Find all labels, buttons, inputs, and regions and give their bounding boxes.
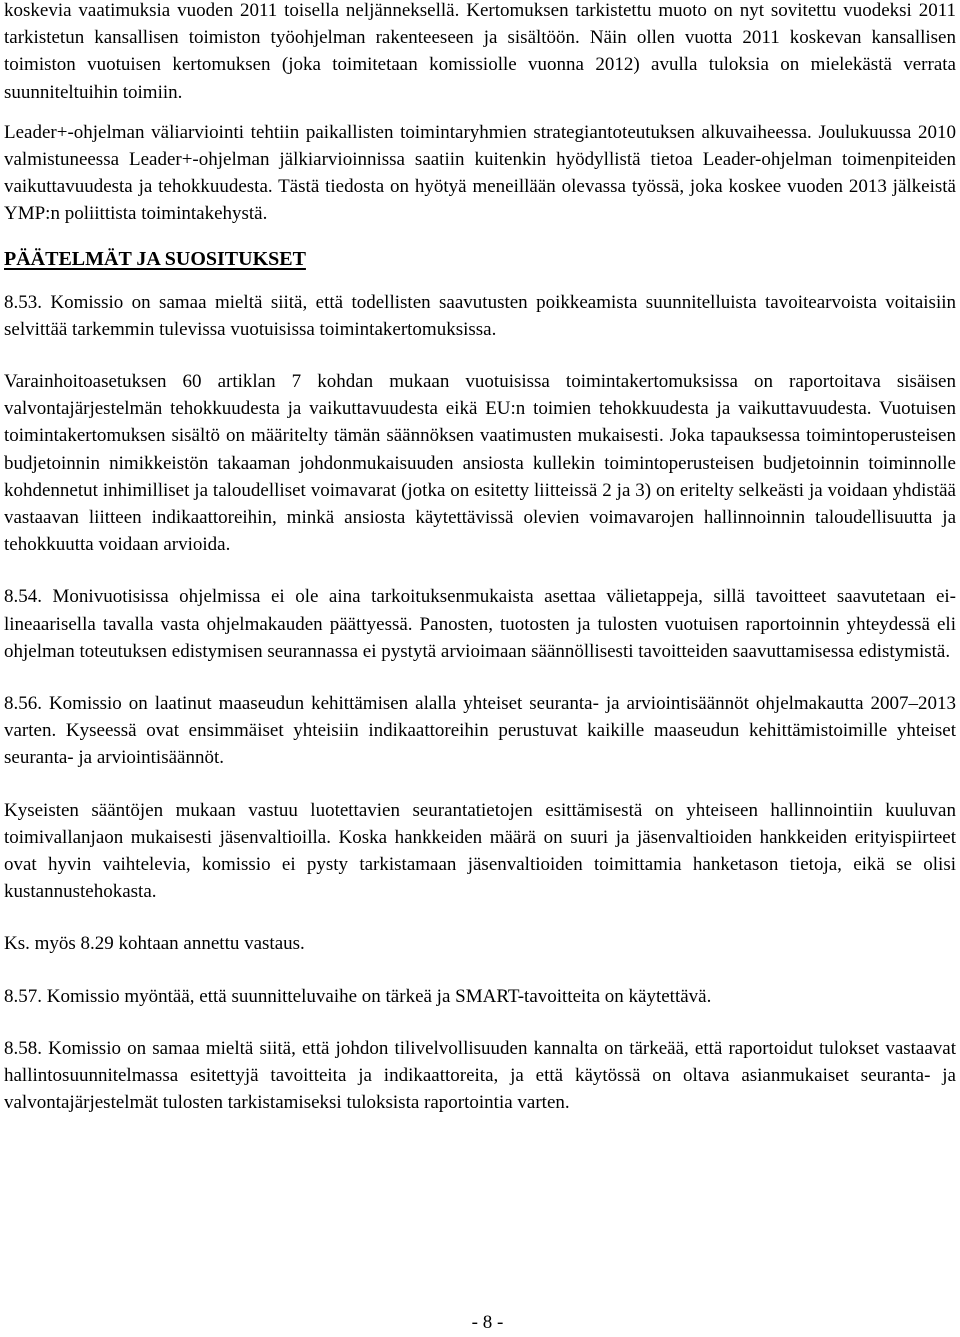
- paragraph-leader-evaluation: Leader+-ohjelman väliarviointi tehtiin paikallisten toimintaryhmien strategiantoteutuksen alkuvaiheessa. Joulukuussa 2010 valmistuneessa Leader+-ohjelman jälkiarvioinnissa saatiin kuitenkin hyödyllistä tietoa Leader-ohjelman toimenpiteiden vaikuttavuudesta ja tehokkuudesta. Tästä tiedosta on hyötyä meneillään olevassa työssä, joka koskee vuoden 2013 jälkeistä YMP:n poliittista toimintakehystä.: [4, 121, 956, 225]
- paragraph-8-54: 8.54. Monivuotisissa ohjelmissa ei ole aina tarkoituksenmukaista asettaa välietappeja, sillä tavoitteet saavutetaan ei-lineaarisella tavalla vasta ohjelmakauden päättyessä. Panosten, tuotosten ja tulosten vuotuisen raportoinnin yhteydessä eli ohjelman toteutuksen edistymisen seurannassa ei pystytä arvioimaan säännöllisesti tavoitteiden saavuttamisessa edistymistä.: [4, 586, 956, 662]
- paragraph-kyseisten: Kyseisten sääntöjen mukaan vastuu luotettavien seurantatietojen esittämisestä on yhteiseen hallinnointiin kuuluvan toimivallanjaon mukaisesti jäsenvaltioilla. Koska hankkeiden määrä on suuri ja jäsenvaltioiden hankkeiden erityispiirteet ovat hyvin vaihtelevia, komissio ei pysty tarkistamaan jäsenvaltioiden toimittamia hanketason tietoja, eikä se olisi kustannustehokasta.: [4, 799, 956, 903]
- page-footer: [0, 1312, 960, 1334]
- paragraph-8-53: 8.53. Komissio on samaa mieltä siitä, että todellisten saavutusten poikkeamista suunnitelluista tavoitearvoista voitaisiin selvittää tarkemmin tulevissa vuotuisissa toimintakertomuksissa.: [4, 291, 956, 340]
- page-number: - 8 -: [471, 1312, 504, 1333]
- paragraph-varainhoito: Varainhoitoasetuksen 60 artiklan 7 kohdan mukaan vuotuisissa toimintakertomuksissa on raportoitava sisäisen valvontajärjestelmän tehokkuudesta ja vaikuttavuudesta eikä EU:n toimien tehokkuudesta ja vaikuttavuudesta. Vuotuisen toimintakertomuksen sisältö on määritelty tämän säännöksen vaatimusten mukaisesti. Joka tapauksessa toimintoperusteisen budjetoinnin nimikkeistön takaaman johdonmukaisuuden ansiosta kullekin toimintoperusteisen budjetoinnin toiminnolle kohdennetut inhimilliset ja taloudelliset voimavarat (jotka on esitetty liitteissä 2 ja 3) on eritelty selkeästi ja voidaan yhdistää vastaavan liitteen indikaattoreihin, minkä ansiosta käytettävissä olevien voimavarojen hallinnoinnin taloudellisuutta ja tehokkuutta voidaan arvioida.: [4, 371, 956, 556]
- paragraph-8-58: 8.58. Komissio on samaa mieltä siitä, että johdon tilivelvollisuuden kannalta on tärkeää, että raportoidut tulokset vastaavat hallintosuunnitelmassa esitettyjä tavoitteita ja indikaattoreita, ja että käytössä on oltava asianmukaiset seuranta- ja valvontajärjestelmät tulosten tarkistamiseksi tuloksista raportointia varten.: [4, 1037, 956, 1114]
- section-heading: PÄÄTELMÄT JA SUOSITUKSET: [4, 247, 306, 270]
- paragraph-reference: Ks. myös 8.29 kohtaan annettu vastaus.: [4, 933, 305, 955]
- paragraph-intro: koskevia vaatimuksia vuoden 2011 toisella neljänneksellä. Kertomuksen tarkistettu muoto on nyt sovitettu vuodeksi 2011 tarkistetun kansallisen toimiston työohjelman rakenteeseen ja sisältöön. Näin ollen vuotta 2011 koskevan kansallisen toimiston vuotuisen kertomuksen (joka toimitetaan komissiolle vuonna 2012) avulla tuloksia on mielekästä verrata suunniteltuihin toimiin.: [4, 0, 956, 103]
- paragraph-8-56: 8.56. Komissio on laatinut maaseudun kehittämisen alalla yhteiset seuranta- ja arviointisäännöt ohjelmakautta 2007–2013 varten. Kyseessä ovat ensimmäiset yhteisiin indikaattoreihin perustuvat kaikille maaseudun kehittämistoimille yhteiset seuranta- ja arviointisäännöt.: [4, 693, 956, 769]
- paragraph-8-57: 8.57. Komissio myöntää, että suunnitteluvaihe on tärkeä ja SMART-tavoitteita on käytettävä.: [4, 985, 712, 1007]
- document-page: [4, 0, 956, 1117]
